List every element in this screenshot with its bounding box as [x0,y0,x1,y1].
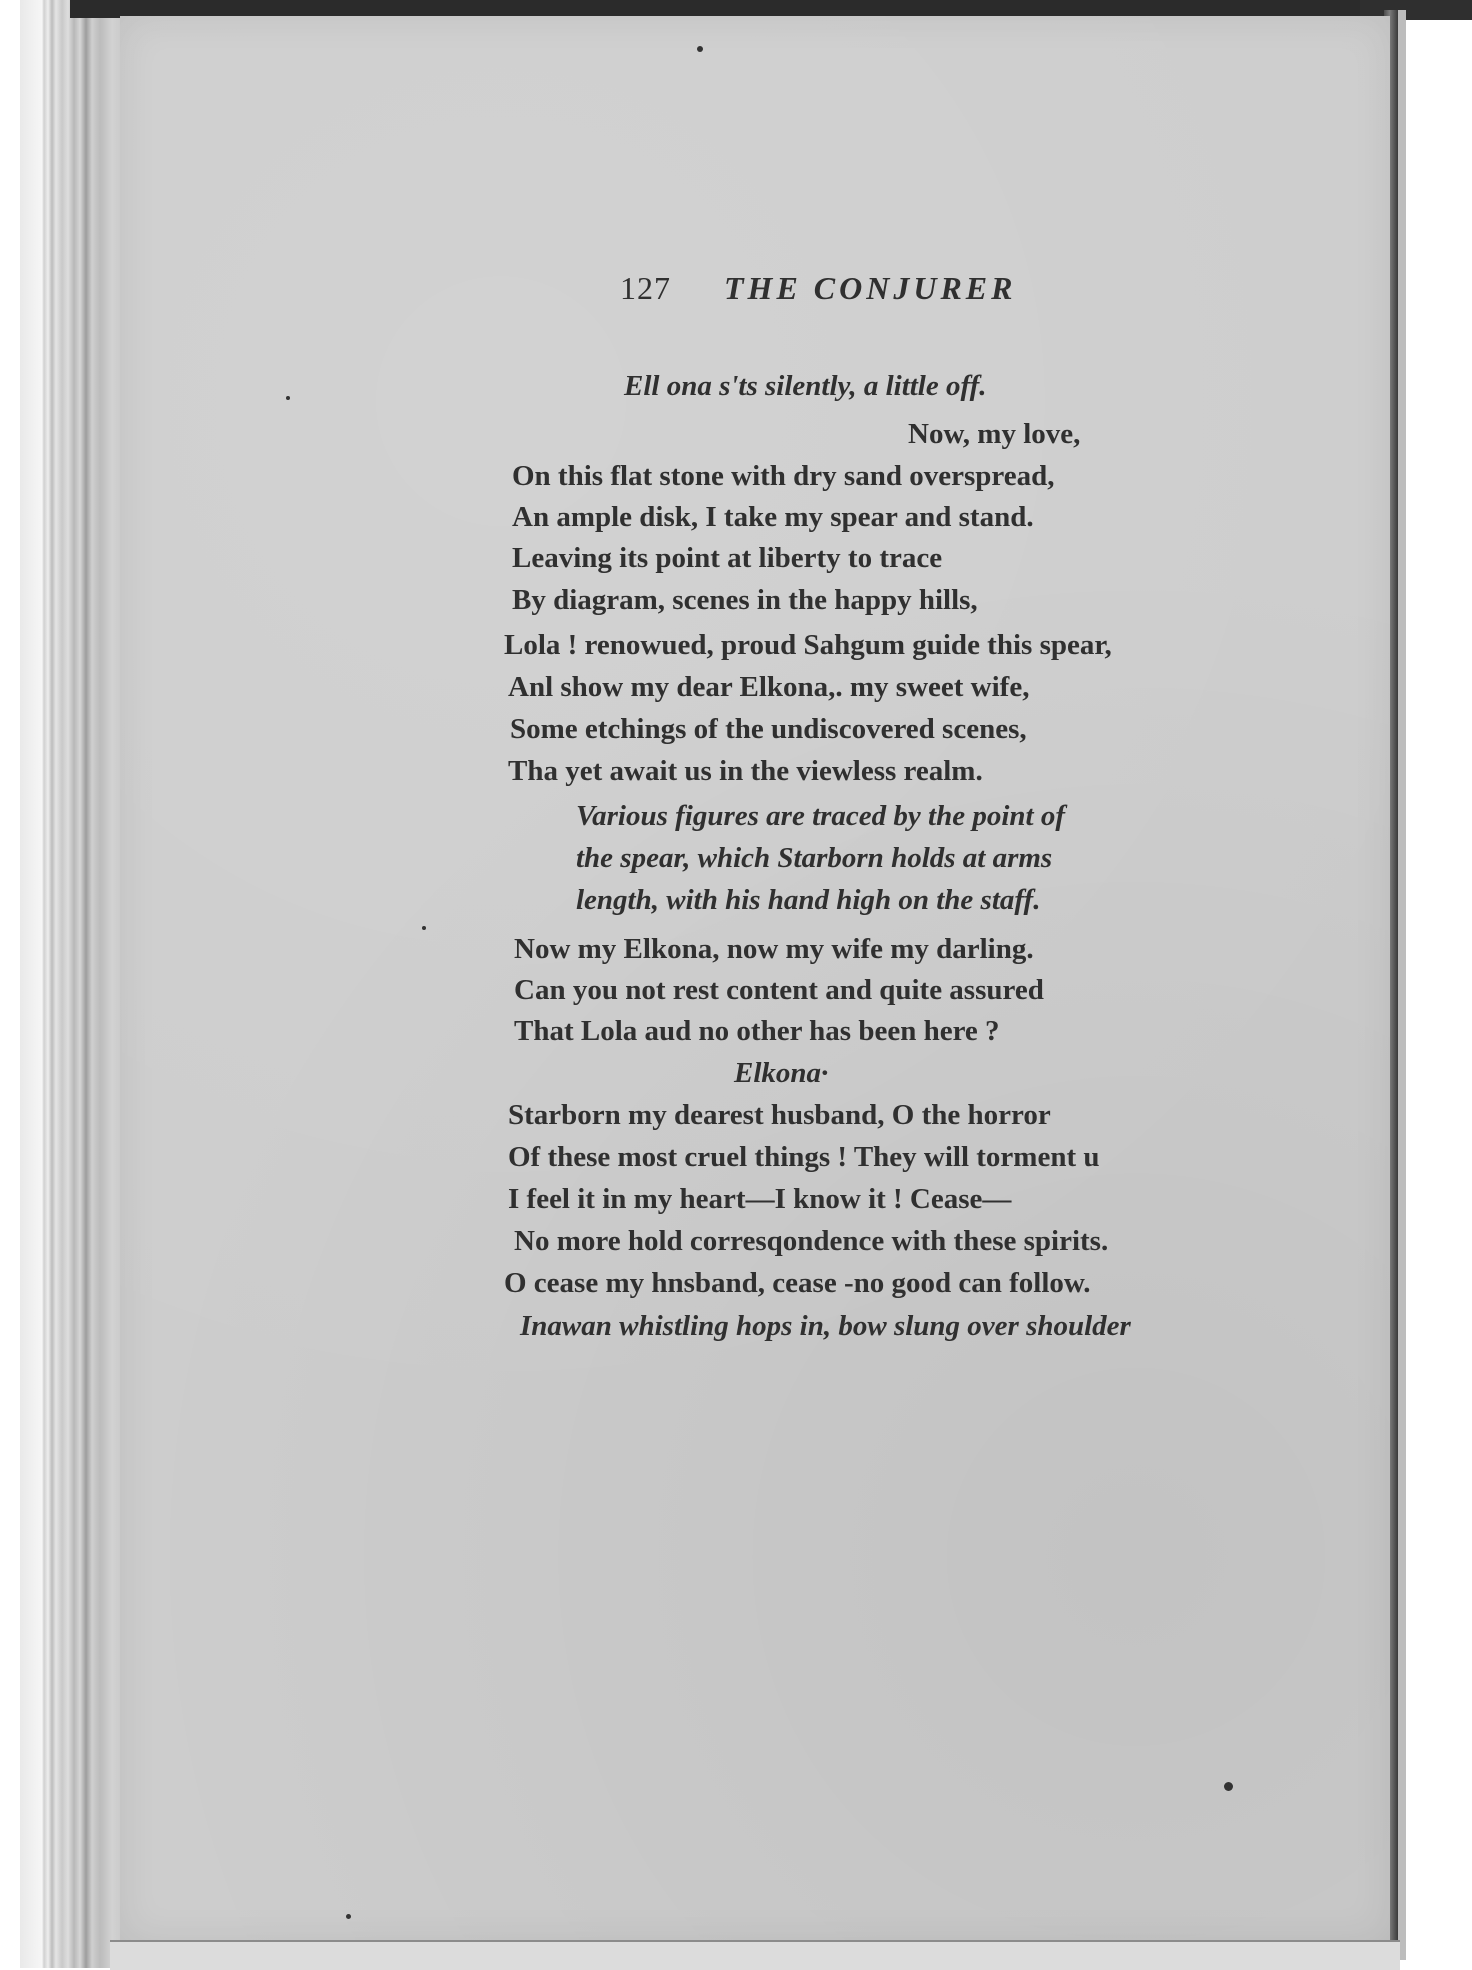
page-speck [286,396,290,400]
verse-line: Leaving its point at liberty to trace [512,542,943,574]
page-speck [1224,1782,1233,1791]
stage-direction: Inawan whistling hops in, bow slung over shoulder [520,1310,1131,1342]
stage-direction: Ell ona s'ts silently, a little off. [624,370,987,402]
stage-direction: the spear, which Starborn holds at arms [576,842,1053,874]
verse-line: Starborn my dearest husband, O the horror [508,1099,1051,1131]
verse-line: Now, my love, [908,418,1081,450]
book-page-edges [20,0,130,1968]
verse-line: I feel it in my heart—I know it ! Cease— [508,1183,1012,1215]
verse-line: No more hold corresqondence with these spirits. [514,1225,1109,1257]
speaker-name: Elkona· [734,1057,829,1089]
page-number: 127 [620,270,671,306]
page-speck [422,926,426,930]
verse-line: O cease my hnsband, cease -no good can follow. [504,1267,1091,1299]
verse-line: Now my Elkona, now my wife my darling. [514,933,1034,965]
verse-line: On this flat stone with dry sand overspread, [512,460,1055,492]
page-content [120,16,1390,1942]
book-bottom-edge [110,1940,1400,1970]
book-binding-highlight [1398,10,1406,1960]
verse-line: An ample disk, I take my spear and stand. [512,501,1034,533]
stage-direction: Various figures are traced by the point of [576,800,1065,832]
verse-line: Lola ! renowued, proud Sahgum guide this spear, [504,629,1112,661]
verse-line: Some etchings of the undiscovered scenes, [510,713,1027,745]
verse-line: That Lola aud no other has been here ? [514,1015,1000,1047]
verse-line: Tha yet await us in the viewless realm. [508,755,983,787]
page-speck [346,1914,351,1919]
verse-line: Anl show my dear Elkona,. my sweet wife, [508,671,1030,703]
running-title: THE CONJURER [724,270,1017,306]
book-page [120,16,1390,1942]
stage-direction: length, with his hand high on the staff. [576,884,1041,916]
verse-line: By diagram, scenes in the happy hills, [512,584,978,616]
running-header [620,270,1016,307]
verse-line: Of these most cruel things ! They will torment u [508,1141,1100,1173]
verse-line: Can you not rest content and quite assured [514,974,1044,1006]
page-speck [697,46,703,52]
